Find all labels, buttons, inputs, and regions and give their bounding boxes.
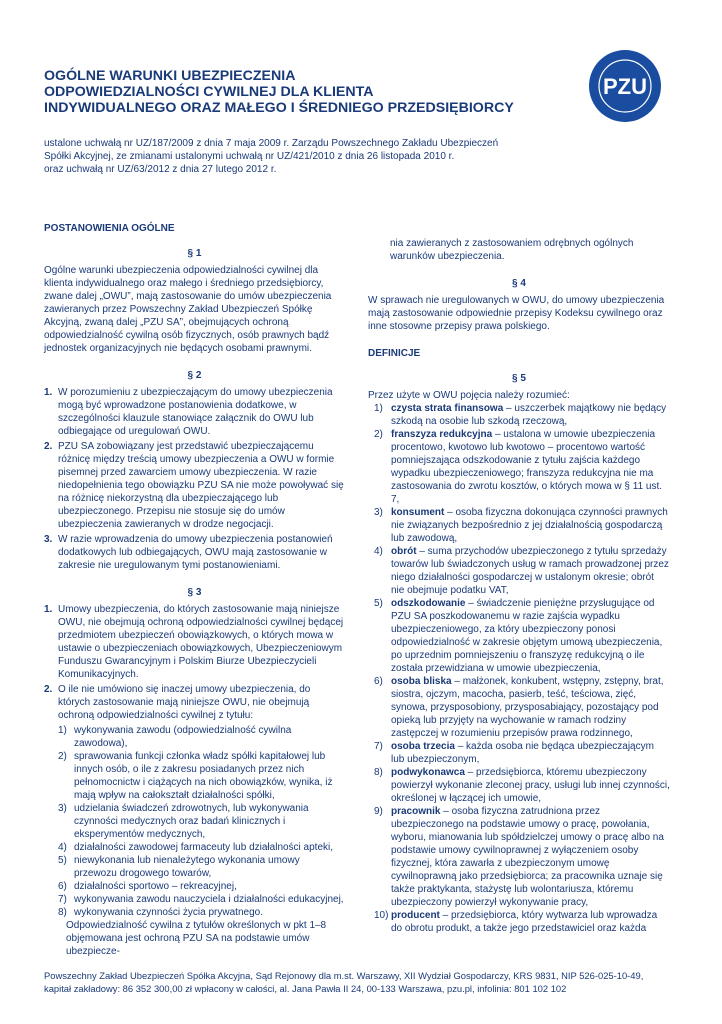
sub-item: 7) wykonywania zawodu nauczyciela i działalności edukacyjnej, bbox=[58, 894, 344, 905]
logo-text: PZU bbox=[603, 74, 647, 99]
numbered-item: 2. PZU SA zobowiązany jest przedstawić ubezpieczającemu różnicę między treścią umowy ubezpieczenia a OWU w formie pisemnej przed zawarciem umowy ubezpieczenia. W razie niedopełnienia tego obowiązku PZU SA nie może powoływać się na różnicę niekorzystną dla ubezpieczającego lub ubezpieczonego. Przepisu nie stosuje się do umów ubezpieczenia zawieranych w drodze negocjacji. bbox=[44, 441, 344, 530]
definition-item: 1) czysta strata finansowa – uszczerbek majątkowy nie będący szkodą na osobie lub szkodą rzeczową, bbox=[374, 403, 667, 427]
definitions-intro: Przez użyte w OWU pojęcia należy rozumieć: bbox=[368, 390, 570, 401]
definition-item: 6) osoba bliska – małżonek, konkubent, wstępny, zstępny, brat, siostra, ojczym, macocha, pasierb, teść, teściowa, zięć, synowa, przysposobiony, przysposabiający, pozostający pod opieką lub przyjęty na wychowanie w ramach rodziny zastępczej w rozumieniu przepisów prawa rodzinnego, bbox=[374, 676, 664, 739]
section-heading: POSTANOWIENIA OGÓLNE bbox=[44, 223, 175, 234]
sub-item: 6) działalności sportowo – rekreacyjnej, bbox=[58, 881, 237, 892]
section-heading: DEFINICJE bbox=[368, 348, 421, 359]
adoption-line: Spółki Akcyjnej, ze zmianami ustalonymi uchwałą nr UZ/421/2010 z dnia 26 listopada 2010 r. bbox=[44, 151, 455, 162]
numbered-item: 1. Umowy ubezpieczenia, do których zastosowanie mają niniejsze OWU, nie obejmują ochroną odpowiedzialności cywilnej będącej przedmiotem ubezpieczeń obowiązkowych, o których mowa w ustawie o ubezpieczeniach obowiązkowych, Ubezpieczeniowym Funduszu Gwarancyjnym i Polskim Biurze Ubezpieczycieli Komunikacyjnych. bbox=[44, 604, 344, 680]
paragraph-1 bbox=[44, 247, 345, 355]
pzu-logo bbox=[589, 50, 661, 122]
adoption-line: oraz uchwałą nr UZ/63/2012 z dnia 27 lutego 2012 r. bbox=[44, 164, 277, 175]
definition-item: 4) obrót – suma przychodów ubezpieczonego z tytułu sprzedaży towarów lub świadczonych usług w ramach prowadzonej przez niego działalności gospodarczej w ustalonym okresie; obrót nie obejmuje podatku VAT, bbox=[374, 546, 669, 596]
left-column bbox=[44, 222, 345, 958]
definition-item: 9) pracownik – osoba fizyczna zatrudniona przez ubezpieczonego na podstawie umowy o pracę, powołania, wyboru, mianowania lub spółdzielczej umowy o pracę albo na podstawie umowy cywilnoprawnej z wyłączeniem osoby fizycznej, która zawarła z ubezpieczonym umowę cywilnoprawną jako przedsiębiorca; za pracownika uznaje się także praktykanta, stażystę lub wolontariusza, któremu ubezpieczony powierzył wykonywanie pracy, bbox=[374, 806, 664, 908]
paragraph-2 bbox=[44, 369, 345, 572]
sub-item: 3) udzielania świadczeń zdrowotnych, lub wykonywania czynności medycznych oraz badań klinicznych i eksperymentów medycznych, bbox=[58, 803, 309, 840]
sub-item: 2) sprawowania funkcji członka władz spółki kapitałowej lub innych osób, o ile z zakresu posiadanych przez nich pełnomocnictw i ciążących na nich obowiązków, wynika, iż mają wpływ na całokształt działalności spółki, bbox=[58, 751, 333, 801]
sub-item: 4) działalności zawodowej farmaceuty lub działalności apteki, bbox=[58, 842, 334, 853]
paragraph-tail: Odpowiedzialność cywilna z tytułów określonych w pkt 1–8 objęmowana jest ochroną PZU SA na podstawie umów ubezpiecze- bbox=[66, 920, 327, 957]
definition-item: 10) producent – przedsiębiorca, który wytwarza lub wprowadza do obrotu produkt, a także jego przedstawiciel oraz każda bbox=[374, 910, 658, 934]
sub-item: 5) niewykonania lub nienależytego wykonania umowy przewozu drogowego towarów, bbox=[58, 855, 300, 879]
footer-line: Powszechny Zakład Ubezpieczeń Spółka Akcyjna, Sąd Rejonowy dla m.st. Warszawy, XII Wydział Gospodarczy, KRS 9831, NIP 526-025-10-49, bbox=[44, 970, 644, 981]
definition-item: 7) osoba trzecia – każda osoba nie będąca ubezpieczającym lub ubezpieczonym, bbox=[374, 741, 654, 765]
right-column bbox=[368, 237, 670, 935]
title-line: INDYWIDUALNEGO ORAZ MAŁEGO I ŚREDNIEGO PRZEDSIĘBIORCY bbox=[44, 100, 514, 117]
adoption-line: ustalone uchwałą nr UZ/187/2009 z dnia 7 maja 2009 r. Zarządu Powszechnego Zakładu Ubezpieczeń bbox=[44, 138, 499, 149]
paragraph-3 bbox=[44, 586, 345, 958]
continued-text: nia zawieranych z zastosowaniem odrębnych ogólnych warunków ubezpieczenia. bbox=[390, 238, 634, 262]
document-title bbox=[44, 68, 564, 117]
title-line: OGÓLNE WARUNKI UBEZPIECZENIA bbox=[44, 68, 296, 84]
sub-item: 8) wykonywania czynności życia prywatnego. bbox=[58, 907, 263, 918]
sub-item: 1) wykonywania zawodu (odpowiedzialność cywilna zawodowa), bbox=[58, 725, 292, 749]
numbered-item: 3. W razie wprowadzenia do umowy ubezpieczenia postanowień dodatkowych lub odbiegających, OWU mają zastosowanie w zakresie nie uregulowanym tymi postanowieniami. bbox=[44, 534, 333, 571]
paragraph-4 bbox=[368, 277, 670, 333]
paragraph-5 bbox=[368, 372, 670, 935]
paragraph-number: § 5 bbox=[512, 373, 526, 384]
paragraph-text: W sprawach nie uregulowanych w OWU, do umowy ubezpieczenia mają zastosowanie odpowiednie przepisy Kodeksu cywilnego oraz inne stosowne przepisy prawa polskiego. bbox=[368, 295, 665, 332]
paragraph-number: § 3 bbox=[187, 587, 202, 598]
numbered-item: 1. W porozumieniu z ubezpieczającym do umowy ubezpieczenia mogą być wprowadzone postanowienia dodatkowe, w szczególności klauzule stanowiące załącznik do OWU lub odbiegające od uregulowań OWU. bbox=[44, 387, 333, 437]
footer-line: kapitał zakładowy: 86 352 300,00 zł wpłacony w całości, al. Jana Pawła II 24, 00-133 Warszawa, pzu.pl, infolinia: 801 102 102 bbox=[44, 982, 567, 994]
numbered-item: 2. O ile nie umówiono się inaczej umowy ubezpieczenia, do których zastosowanie mają niniejsze OWU, nie obejmują ochroną odpowiedzialności cywilnej z tytułu: bbox=[44, 684, 311, 721]
paragraph-number: § 4 bbox=[512, 278, 526, 289]
definition-item: 5) odszkodowanie – świadczenie pieniężne przysługujące od PZU SA poszkodowanemu w razie zajścia wypadku ubezpieczeniowego, za który ubezpieczony ponosi odpowiedzialność w zakresie objętym umową ubezpieczenia, po uprzednim pomniejszeniu o franszyzę redukcyjną o ile została przewidziana w umowie ubezpieczenia, bbox=[374, 598, 663, 674]
adoption-note bbox=[44, 137, 644, 176]
definition-item: 2) franszyza redukcyjna – ustalona w umowie ubezpieczenia procentowo, kwotowo lub kwotowo – procentowo wartość pomniejszająca odszkodowanie z tytułu zajścia każdego wypadku ubezpieczeniowego; franszyza redukcyjna nie ma zastosowania do zwrotu kosztów, o których mowa w § 11 ust. 7, bbox=[374, 429, 663, 505]
definition-item: 8) podwykonawca – przedsiębiorca, któremu ubezpieczony powierzył wykonanie zleconej pracy, usługi lub innej czynności, określonej w łączącej ich umowie, bbox=[374, 767, 670, 804]
title-line: ODPOWIEDZIALNOŚCI CYWILNEJ DLA KLIENTA bbox=[44, 84, 374, 101]
paragraph-number: § 2 bbox=[187, 370, 202, 381]
paragraph-number: § 1 bbox=[187, 248, 202, 259]
page-footer bbox=[44, 970, 684, 995]
definition-item: 3) konsument – osoba fizyczna dokonująca czynności prawnych nie związanych bezpośrednio z jej działalnością gospodarczą lub zawodową, bbox=[374, 507, 668, 544]
paragraph-text: Ogólne warunki ubezpieczenia odpowiedzialności cywilnej dla klienta indywidualnego oraz małego i średniego przedsiębiorcy, zwane dalej „OWU”, mają zastosowanie do umów ubezpieczenia zawieranych przez Powszechny Zakład Ubezpieczeń Spółkę Akcyjną, zwaną dalej „PZU SA”, obejmujących ochroną odpowiedzialność cywilną osób fizycznych, osób prawnych bądź jednostek organizacyjnych nie będących osobami prawnymi. bbox=[44, 265, 332, 354]
